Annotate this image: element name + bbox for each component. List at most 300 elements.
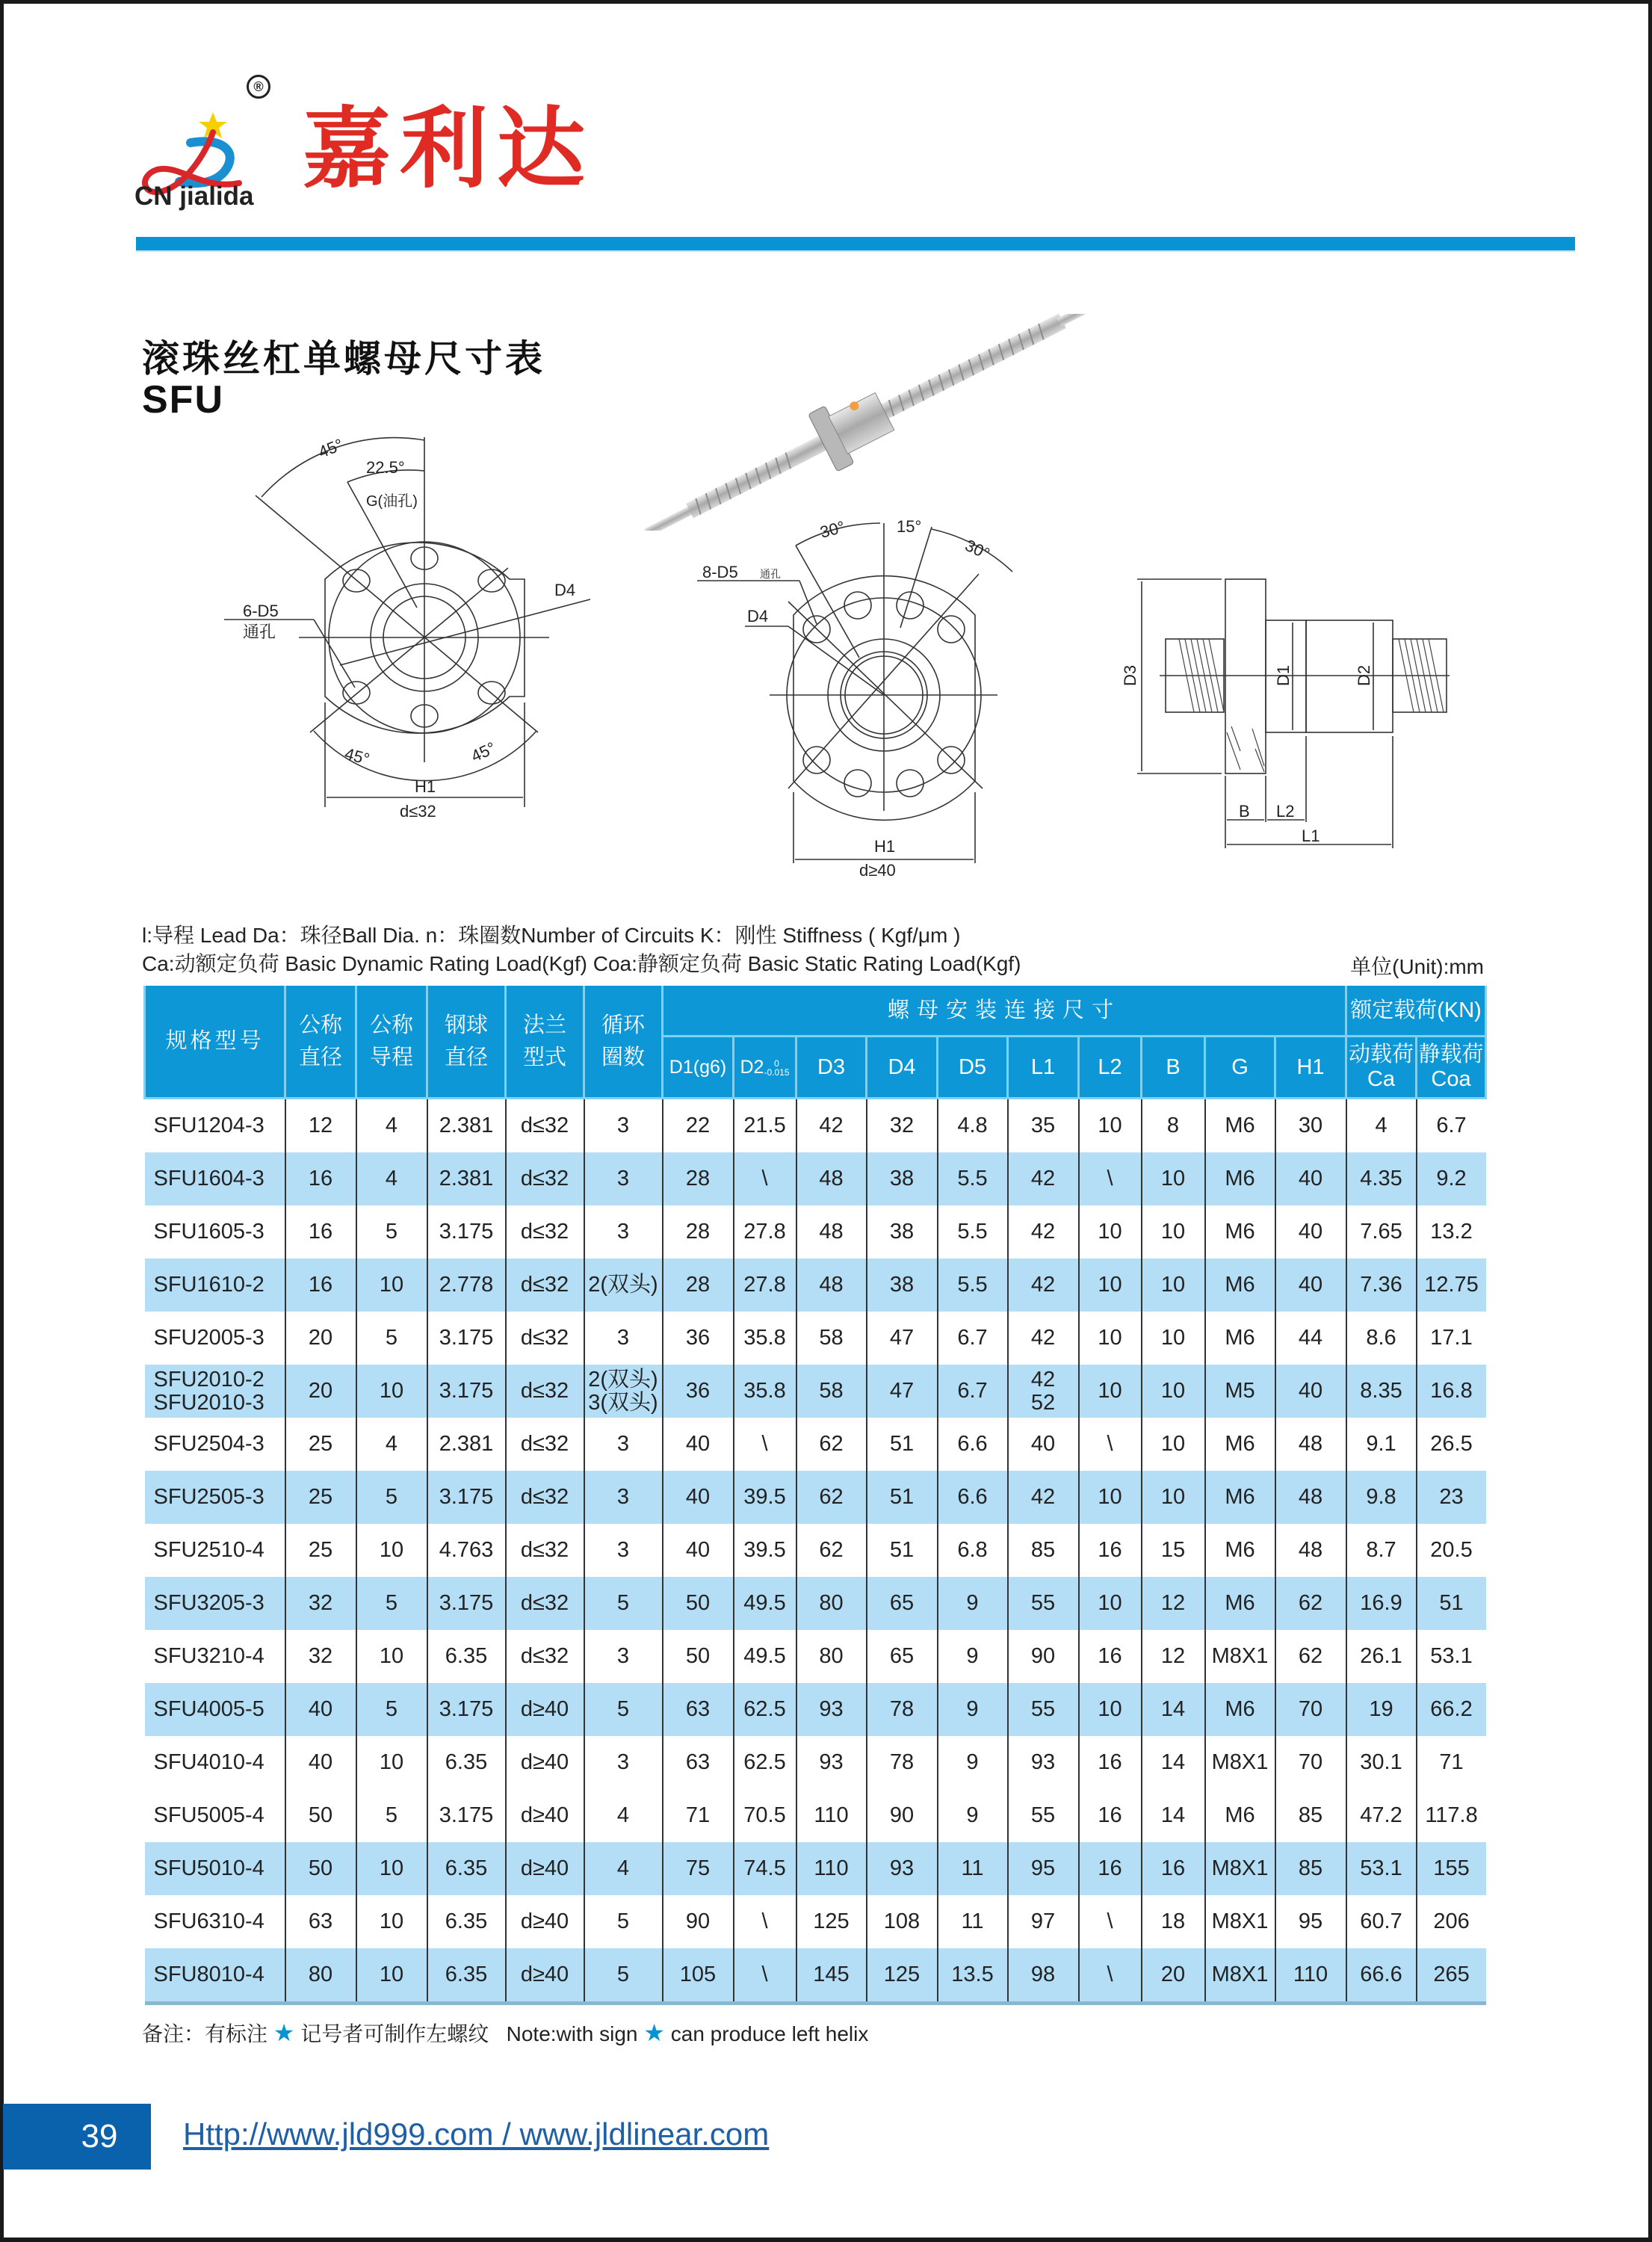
cell-lead: 5 <box>356 1789 427 1842</box>
cell-coa: 20.5 <box>1417 1524 1486 1577</box>
cell-g: M6 <box>1205 1099 1275 1153</box>
cell-d3: 110 <box>796 1842 867 1895</box>
cell-d5: 9 <box>938 1789 1008 1842</box>
cell-l1: 85 <box>1008 1524 1079 1577</box>
cell-flange: d≤32 <box>506 1205 584 1259</box>
cell-l1: 55 <box>1008 1577 1079 1630</box>
cell-g: M6 <box>1205 1683 1275 1736</box>
cell-l2: 10 <box>1079 1577 1142 1630</box>
table-row <box>145 1736 1486 1789</box>
cell-d3: 62 <box>796 1471 867 1524</box>
svg-text:H1: H1 <box>874 837 896 856</box>
unit-label: 单位(Unit):mm <box>1350 955 1484 978</box>
page-title-en: SFU <box>142 378 224 421</box>
cell-n: 3 <box>584 1099 663 1153</box>
cell-coa: 17.1 <box>1417 1312 1486 1365</box>
col-header-l2: L2 <box>1079 1037 1142 1099</box>
col-header-coa: 静载荷 Coa <box>1417 1037 1486 1099</box>
cell-d2: 21.5 <box>734 1099 796 1153</box>
cell-g: M6 <box>1205 1418 1275 1471</box>
cell-ball: 3.175 <box>427 1365 506 1418</box>
cell-l1: 93 <box>1008 1736 1079 1789</box>
cell-d1: 75 <box>663 1842 734 1895</box>
cell-g: M6 <box>1205 1312 1275 1365</box>
cell-g: M8X1 <box>1205 1842 1275 1895</box>
cell-ca: 16.9 <box>1346 1577 1417 1630</box>
cell-lead: 5 <box>356 1471 427 1524</box>
cell-d: 12 <box>285 1099 356 1153</box>
cell-n: 5 <box>584 1895 663 1948</box>
cell-d2: 62.5 <box>734 1736 796 1789</box>
cell-ball: 2.381 <box>427 1099 506 1153</box>
cell-coa: 206 <box>1417 1895 1486 1948</box>
cell-d2: 27.8 <box>734 1205 796 1259</box>
cell-model: SFU1604-3 <box>145 1152 285 1205</box>
table-row <box>145 1683 1486 1736</box>
cell-h1: 48 <box>1275 1418 1346 1471</box>
cell-d2: 49.5 <box>734 1630 796 1683</box>
flange-diagram-d-le-32 <box>224 426 598 904</box>
cell-d: 20 <box>285 1312 356 1365</box>
cell-ball: 2.381 <box>427 1418 506 1471</box>
cell-l1: 55 <box>1008 1789 1079 1842</box>
cell-d1: 36 <box>663 1312 734 1365</box>
cell-d2: 35.8 <box>734 1312 796 1365</box>
cell-coa: 51 <box>1417 1577 1486 1630</box>
table-body <box>145 1099 1486 2004</box>
cell-d5: 4.8 <box>938 1099 1008 1153</box>
cell-d2: 35.8 <box>734 1365 796 1418</box>
table-row <box>145 1365 1486 1418</box>
cell-d: 50 <box>285 1789 356 1842</box>
cell-flange: d≤32 <box>506 1418 584 1471</box>
table-row <box>145 1577 1486 1630</box>
cell-l1: 42 <box>1008 1152 1079 1205</box>
cell-d1: 90 <box>663 1895 734 1948</box>
cell-l1: 35 <box>1008 1099 1079 1153</box>
col-header-d4: D4 <box>867 1037 938 1099</box>
cell-lead: 5 <box>356 1683 427 1736</box>
cell-d4: 47 <box>867 1312 938 1365</box>
cell-d: 50 <box>285 1842 356 1895</box>
cell-ca: 8.35 <box>1346 1365 1417 1418</box>
cell-coa: 12.75 <box>1417 1259 1486 1312</box>
cell-coa: 26.5 <box>1417 1418 1486 1471</box>
cell-l1: 98 <box>1008 1948 1079 2004</box>
cell-b: 12 <box>1142 1577 1205 1630</box>
cell-flange: d≥40 <box>506 1683 584 1736</box>
table-row <box>145 1418 1486 1471</box>
cell-d5: 11 <box>938 1895 1008 1948</box>
cell-ca: 4.35 <box>1346 1152 1417 1205</box>
cell-d5: 6.7 <box>938 1312 1008 1365</box>
cell-b: 10 <box>1142 1205 1205 1259</box>
legend-line-1: l:导程 Lead Da：珠径Ball Dia. n：珠圈数Number of Circuits K：刚性 Stiffness ( Kgf/μm ) <box>142 924 961 947</box>
cell-l2: \ <box>1079 1895 1142 1948</box>
cell-l2: 10 <box>1079 1683 1142 1736</box>
cell-model: SFU3205-3 <box>145 1577 285 1630</box>
cell-flange: d≤32 <box>506 1471 584 1524</box>
cell-l1: 55 <box>1008 1683 1079 1736</box>
col-header-circuits: 循环 圈数 <box>584 986 663 1099</box>
cell-ball: 6.35 <box>427 1948 506 2004</box>
svg-text:L2: L2 <box>1276 802 1295 821</box>
cell-d1: 105 <box>663 1948 734 2004</box>
cell-d4: 38 <box>867 1152 938 1205</box>
cell-l1: 42 <box>1008 1205 1079 1259</box>
star-icon: ★ <box>643 2019 665 2046</box>
cell-model: SFU5005-4 <box>145 1789 285 1842</box>
cell-ca: 30.1 <box>1346 1736 1417 1789</box>
cell-flange: d≥40 <box>506 1736 584 1789</box>
cell-lead: 4 <box>356 1418 427 1471</box>
cell-ball: 3.175 <box>427 1312 506 1365</box>
cell-d: 25 <box>285 1524 356 1577</box>
table-row <box>145 1312 1486 1365</box>
cell-model: SFU2504-3 <box>145 1418 285 1471</box>
cell-d: 16 <box>285 1259 356 1312</box>
cell-ca: 8.6 <box>1346 1312 1417 1365</box>
cell-lead: 5 <box>356 1577 427 1630</box>
cell-d5: 6.6 <box>938 1471 1008 1524</box>
cell-d1: 28 <box>663 1152 734 1205</box>
cell-h1: 40 <box>1275 1152 1346 1205</box>
cell-d: 25 <box>285 1471 356 1524</box>
cell-d: 32 <box>285 1577 356 1630</box>
cell-d4: 38 <box>867 1259 938 1312</box>
cell-d4: 51 <box>867 1524 938 1577</box>
cell-d4: 38 <box>867 1205 938 1259</box>
col-group-rated-load: 额定载荷(KN) <box>1346 986 1486 1037</box>
cell-d5: 9 <box>938 1683 1008 1736</box>
table-row <box>145 1789 1486 1842</box>
page-number: 39 <box>3 2104 151 2170</box>
svg-text:H1: H1 <box>415 777 436 796</box>
cell-d2: 49.5 <box>734 1577 796 1630</box>
cell-model: SFU1605-3 <box>145 1205 285 1259</box>
cell-d3: 110 <box>796 1789 867 1842</box>
cell-l1: 40 <box>1008 1418 1079 1471</box>
cell-ca: 19 <box>1346 1683 1417 1736</box>
cell-d4: 47 <box>867 1365 938 1418</box>
col-group-nut-dimensions: 螺母安装连接尺寸 <box>663 986 1346 1037</box>
cell-d1: 36 <box>663 1365 734 1418</box>
table-row <box>145 1842 1486 1895</box>
cell-d: 40 <box>285 1736 356 1789</box>
table-row <box>145 1099 1486 1153</box>
cell-h1: 85 <box>1275 1842 1346 1895</box>
cell-ca: 66.6 <box>1346 1948 1417 2004</box>
brand-name-en: CN jialida <box>134 182 254 211</box>
cell-d: 25 <box>285 1418 356 1471</box>
cell-l2: \ <box>1079 1418 1142 1471</box>
svg-text:L1: L1 <box>1302 827 1320 845</box>
col-header-d2: D2 0 -0.015 <box>734 1037 796 1099</box>
cell-d3: 80 <box>796 1630 867 1683</box>
table-row <box>145 1152 1486 1205</box>
svg-text:D1: D1 <box>1274 664 1293 686</box>
cell-d3: 62 <box>796 1418 867 1471</box>
cell-d5: 9 <box>938 1630 1008 1683</box>
cell-d4: 65 <box>867 1630 938 1683</box>
cell-model: SFU4010-4 <box>145 1736 285 1789</box>
cell-n: 3 <box>584 1418 663 1471</box>
cell-b: 14 <box>1142 1736 1205 1789</box>
cell-ca: 7.36 <box>1346 1259 1417 1312</box>
cell-flange: d≥40 <box>506 1789 584 1842</box>
cell-ball: 3.175 <box>427 1683 506 1736</box>
col-header-g: G <box>1205 1037 1275 1099</box>
cell-model: SFU2505-3 <box>145 1471 285 1524</box>
cell-d3: 125 <box>796 1895 867 1948</box>
cell-d2: \ <box>734 1152 796 1205</box>
cell-n: 3 <box>584 1736 663 1789</box>
cell-b: 16 <box>1142 1842 1205 1895</box>
cell-d2: 39.5 <box>734 1524 796 1577</box>
cell-l2: 10 <box>1079 1259 1142 1312</box>
cell-d5: 6.7 <box>938 1365 1008 1418</box>
cell-n: 3 <box>584 1205 663 1259</box>
cell-d: 40 <box>285 1683 356 1736</box>
cell-flange: d≥40 <box>506 1842 584 1895</box>
svg-text:B: B <box>1239 802 1250 821</box>
cell-h1: 30 <box>1275 1099 1346 1153</box>
cell-lead: 10 <box>356 1630 427 1683</box>
cell-d1: 40 <box>663 1524 734 1577</box>
svg-text:22.5°: 22.5° <box>366 458 405 477</box>
cell-d1: 63 <box>663 1736 734 1789</box>
star-icon: ★ <box>273 2019 295 2046</box>
flange-diagram-d-ge-40 <box>672 493 1046 897</box>
cell-g: M5 <box>1205 1365 1275 1418</box>
cell-coa: 53.1 <box>1417 1630 1486 1683</box>
cell-d4: 125 <box>867 1948 938 2004</box>
cell-n: 4 <box>584 1789 663 1842</box>
cell-h1: 62 <box>1275 1577 1346 1630</box>
footnote: 备注：有标注 ★ 记号者可制作左螺纹 Note:with sign ★ can produce left helix <box>142 2019 869 2046</box>
cell-l2: 16 <box>1079 1789 1142 1842</box>
cell-n: 3 <box>584 1152 663 1205</box>
col-header-ball-dia: 钢球 直径 <box>427 986 506 1099</box>
cell-d5: 9 <box>938 1577 1008 1630</box>
cell-l1: 42 <box>1008 1471 1079 1524</box>
cell-l1: 42 52 <box>1008 1365 1079 1418</box>
cell-lead: 10 <box>356 1259 427 1312</box>
cell-d5: 13.5 <box>938 1948 1008 2004</box>
cell-d4: 93 <box>867 1842 938 1895</box>
table-row <box>145 1524 1486 1577</box>
cell-d3: 58 <box>796 1312 867 1365</box>
cell-ball: 2.381 <box>427 1152 506 1205</box>
cell-l2: 10 <box>1079 1312 1142 1365</box>
cell-ball: 2.778 <box>427 1259 506 1312</box>
registered-mark: ® <box>247 75 270 99</box>
page-title-cn: 滚珠丝杠单螺母尺寸表 <box>142 338 545 380</box>
svg-text:通孔: 通孔 <box>243 623 276 641</box>
cell-flange: d≤32 <box>506 1524 584 1577</box>
cell-d3: 48 <box>796 1205 867 1259</box>
cell-h1: 95 <box>1275 1895 1346 1948</box>
cell-l2: 10 <box>1079 1205 1142 1259</box>
cell-n: 4 <box>584 1842 663 1895</box>
cell-d: 63 <box>285 1895 356 1948</box>
cell-lead: 10 <box>356 1842 427 1895</box>
svg-text:6-D5: 6-D5 <box>243 602 279 620</box>
sfu-dimension-table <box>143 986 1487 2005</box>
cell-g: M6 <box>1205 1577 1275 1630</box>
cell-d4: 65 <box>867 1577 938 1630</box>
cell-coa: 71 <box>1417 1736 1486 1789</box>
cell-l2: 10 <box>1079 1099 1142 1153</box>
cell-h1: 44 <box>1275 1312 1346 1365</box>
cell-h1: 70 <box>1275 1683 1346 1736</box>
cell-flange: d≤32 <box>506 1630 584 1683</box>
cell-ca: 47.2 <box>1346 1789 1417 1842</box>
cell-d3: 42 <box>796 1099 867 1153</box>
cell-d1: 40 <box>663 1418 734 1471</box>
cell-model: SFU3210-4 <box>145 1630 285 1683</box>
cell-h1: 40 <box>1275 1205 1346 1259</box>
cell-n: 2(双头) 3(双头) <box>584 1365 663 1418</box>
nut-side-section-diagram <box>1106 553 1464 852</box>
svg-text:15°: 15° <box>897 517 922 536</box>
cell-coa: 23 <box>1417 1471 1486 1524</box>
svg-text:30°: 30° <box>817 517 847 542</box>
svg-text:8-D5: 8-D5 <box>702 563 738 581</box>
cell-h1: 48 <box>1275 1471 1346 1524</box>
cell-ball: 6.35 <box>427 1842 506 1895</box>
cell-ball: 3.175 <box>427 1205 506 1259</box>
cell-g: M8X1 <box>1205 1736 1275 1789</box>
cell-d3: 80 <box>796 1577 867 1630</box>
cell-d: 20 <box>285 1365 356 1418</box>
svg-text:d≤32: d≤32 <box>400 802 436 821</box>
cell-coa: 66.2 <box>1417 1683 1486 1736</box>
cell-n: 3 <box>584 1471 663 1524</box>
cell-d4: 78 <box>867 1683 938 1736</box>
cell-d1: 28 <box>663 1205 734 1259</box>
cell-g: M8X1 <box>1205 1948 1275 2004</box>
svg-text:45°: 45° <box>342 744 372 769</box>
cell-d2: 74.5 <box>734 1842 796 1895</box>
cell-ca: 4 <box>1346 1099 1417 1153</box>
cell-d2: 27.8 <box>734 1259 796 1312</box>
website-link[interactable]: Http://www.jld999.com / www.jldlinear.com <box>183 2116 770 2152</box>
brand-name-cn: 嘉利达 <box>303 96 595 200</box>
cell-d2: 39.5 <box>734 1471 796 1524</box>
cell-n: 5 <box>584 1683 663 1736</box>
cell-l1: 90 <box>1008 1630 1079 1683</box>
cell-g: M6 <box>1205 1471 1275 1524</box>
cell-b: 10 <box>1142 1259 1205 1312</box>
cell-n: 5 <box>584 1577 663 1630</box>
cell-d1: 28 <box>663 1259 734 1312</box>
svg-text:通孔: 通孔 <box>760 568 781 580</box>
cell-lead: 10 <box>356 1895 427 1948</box>
cell-flange: d≤32 <box>506 1259 584 1312</box>
cell-ca: 7.65 <box>1346 1205 1417 1259</box>
cell-l2: 16 <box>1079 1524 1142 1577</box>
svg-text:D4: D4 <box>747 607 769 626</box>
cell-d5: 5.5 <box>938 1259 1008 1312</box>
cell-d5: 5.5 <box>938 1152 1008 1205</box>
col-header-l1: L1 <box>1008 1037 1079 1099</box>
svg-text:45°: 45° <box>468 738 499 766</box>
cell-d: 80 <box>285 1948 356 2004</box>
cell-g: M6 <box>1205 1789 1275 1842</box>
col-header-b: B <box>1142 1037 1205 1099</box>
table-row <box>145 1471 1486 1524</box>
cell-model: SFU4005-5 <box>145 1683 285 1736</box>
cell-ball: 6.35 <box>427 1630 506 1683</box>
cell-d4: 108 <box>867 1895 938 1948</box>
cell-ball: 3.175 <box>427 1471 506 1524</box>
table-row <box>145 1948 1486 2004</box>
cell-b: 10 <box>1142 1418 1205 1471</box>
cell-d3: 58 <box>796 1365 867 1418</box>
cell-b: 15 <box>1142 1524 1205 1577</box>
cell-d3: 48 <box>796 1259 867 1312</box>
svg-text:45°: 45° <box>315 434 346 462</box>
cell-flange: d≤32 <box>506 1312 584 1365</box>
col-header-h1: H1 <box>1275 1037 1346 1099</box>
cell-d5: 6.8 <box>938 1524 1008 1577</box>
cell-ca: 9.1 <box>1346 1418 1417 1471</box>
col-header-flange-type: 法兰 型式 <box>506 986 584 1099</box>
cell-flange: d≤32 <box>506 1577 584 1630</box>
cell-b: 8 <box>1142 1099 1205 1153</box>
cell-flange: d≥40 <box>506 1895 584 1948</box>
cell-lead: 4 <box>356 1099 427 1153</box>
cell-g: M8X1 <box>1205 1895 1275 1948</box>
cell-h1: 110 <box>1275 1948 1346 2004</box>
cell-h1: 40 <box>1275 1259 1346 1312</box>
cell-coa: 9.2 <box>1417 1152 1486 1205</box>
cell-d2: \ <box>734 1895 796 1948</box>
cell-d4: 32 <box>867 1099 938 1153</box>
cell-ball: 3.175 <box>427 1577 506 1630</box>
cell-lead: 10 <box>356 1365 427 1418</box>
cell-l2: 16 <box>1079 1842 1142 1895</box>
cell-ball: 4.763 <box>427 1524 506 1577</box>
cell-d1: 50 <box>663 1630 734 1683</box>
cell-n: 3 <box>584 1630 663 1683</box>
cell-g: M6 <box>1205 1524 1275 1577</box>
cell-d2: \ <box>734 1948 796 2004</box>
cell-h1: 70 <box>1275 1736 1346 1789</box>
cell-ball: 3.175 <box>427 1789 506 1842</box>
cell-b: 10 <box>1142 1365 1205 1418</box>
cell-ca: 60.7 <box>1346 1895 1417 1948</box>
cell-d5: 11 <box>938 1842 1008 1895</box>
cell-model: SFU1204-3 <box>145 1099 285 1153</box>
cell-l2: \ <box>1079 1948 1142 2004</box>
col-header-d5: D5 <box>938 1037 1008 1099</box>
svg-text:G(油孔): G(油孔) <box>366 493 418 510</box>
cell-d3: 48 <box>796 1152 867 1205</box>
cell-b: 20 <box>1142 1948 1205 2004</box>
table-row <box>145 1630 1486 1683</box>
cell-d: 16 <box>285 1205 356 1259</box>
cell-d1: 22 <box>663 1099 734 1153</box>
cell-l2: \ <box>1079 1152 1142 1205</box>
cell-model: SFU5010-4 <box>145 1842 285 1895</box>
cell-g: M8X1 <box>1205 1630 1275 1683</box>
cell-d1: 50 <box>663 1577 734 1630</box>
cell-b: 10 <box>1142 1312 1205 1365</box>
svg-text:D2: D2 <box>1355 664 1373 686</box>
cell-l2: 16 <box>1079 1736 1142 1789</box>
